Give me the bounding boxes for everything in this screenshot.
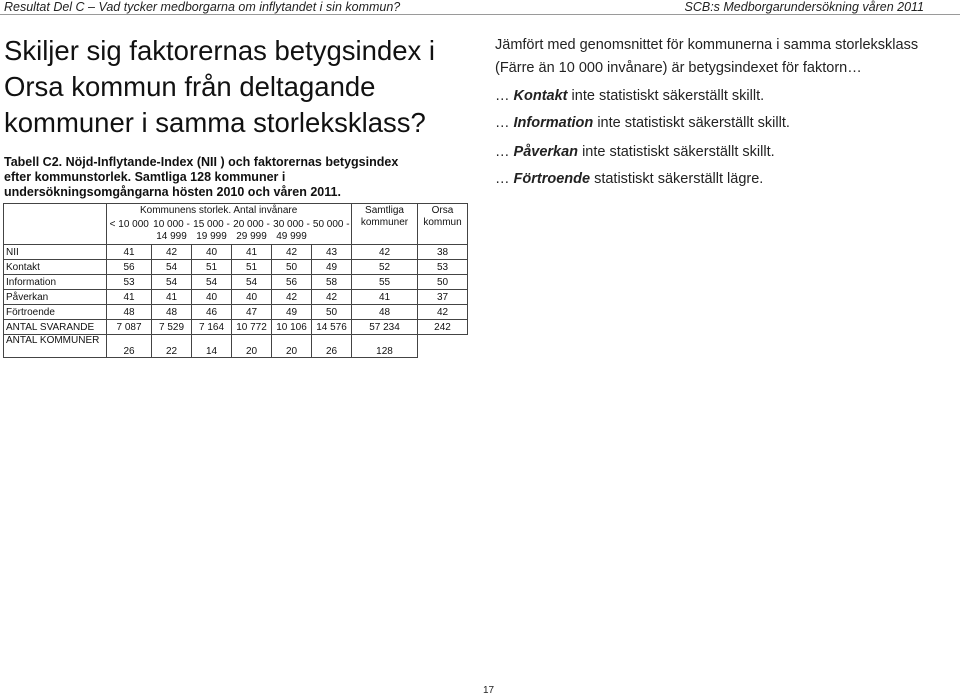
- table-cell: 37: [418, 290, 468, 305]
- table-cell: 41: [107, 290, 152, 305]
- table-cell: 54: [192, 275, 232, 290]
- table-cell: 42: [418, 305, 468, 320]
- table-cell: 41: [352, 290, 418, 305]
- table-cell: 242: [418, 320, 468, 335]
- col-header-3-line1: 15 000 -: [193, 218, 230, 230]
- table-cell: 42: [272, 245, 312, 260]
- col-header-5-line2: 49 999: [276, 230, 307, 242]
- table-cell: 40: [232, 290, 272, 305]
- table-cell: 52: [352, 260, 418, 275]
- finding-item: [495, 171, 763, 187]
- table-cell: 14 576: [312, 320, 352, 335]
- table-row: [4, 245, 468, 260]
- col-header-4-line2: 29 999: [236, 230, 267, 242]
- table-cell: 46: [192, 305, 232, 320]
- size-group-header: Kommunens storlek. Antal invånare: [107, 204, 352, 219]
- finding-prefix: …: [495, 115, 510, 131]
- table-cell: 57 234: [352, 320, 418, 335]
- table-cell: 10 106: [272, 320, 312, 335]
- table-cell: 53: [107, 275, 152, 290]
- table-cell: 47: [232, 305, 272, 320]
- col-header-4: [232, 219, 272, 245]
- table-cell: 50: [418, 275, 468, 290]
- table-row: [4, 275, 468, 290]
- finding-item: [495, 88, 764, 104]
- finding-text: inte statistiskt säkerställt skillt.: [571, 88, 765, 104]
- row-label: Förtroende: [4, 305, 107, 320]
- col-header-3: [192, 219, 232, 245]
- table-cell: 53: [418, 260, 468, 275]
- table-cell: 56: [272, 275, 312, 290]
- table-cell: 58: [312, 275, 352, 290]
- table-caption: Tabell C2. Nöjd-Inflytande-Index (NII ) och faktorernas betygsindex efter kommunstorlek. Samtliga 128 kommuner i undersökningsomgångarna hösten 2010 och våren 2011.: [4, 155, 399, 199]
- table-cell: 50: [272, 260, 312, 275]
- table-cell: 48: [152, 305, 192, 320]
- col-header-2-line2: 14 999: [156, 230, 187, 242]
- table-cell: 22: [152, 335, 192, 358]
- table-row: [4, 260, 468, 275]
- col-header-2-line1: 10 000 -: [153, 218, 190, 230]
- col-header-1: [107, 219, 152, 245]
- table-cell: 14: [192, 335, 232, 358]
- finding-item: [495, 144, 775, 160]
- table-cell: 20: [232, 335, 272, 358]
- table-cell: 26: [107, 335, 152, 358]
- table-cell: 10 772: [232, 320, 272, 335]
- orsa-header-line1: Orsa: [431, 205, 454, 216]
- table-cell: 49: [272, 305, 312, 320]
- finding-prefix: …: [495, 88, 510, 104]
- table-cell: 7 087: [107, 320, 152, 335]
- table-row: [4, 305, 468, 320]
- col-header-5-line1: 30 000 -: [273, 218, 310, 230]
- table-cell: 50: [312, 305, 352, 320]
- table-cell: 51: [192, 260, 232, 275]
- orsa-header: [418, 204, 468, 245]
- table-cell: 26: [312, 335, 352, 358]
- page-title: Skiljer sig faktorernas betygsindex i Orsa kommun från deltagande kommuner i samma storleksklass?: [4, 35, 436, 138]
- orsa-header-line2: kommun: [423, 217, 462, 228]
- table-cell: 7 529: [152, 320, 192, 335]
- col-header-6-line1: 50 000 -: [312, 218, 350, 230]
- header-left-title: Resultat Del C – Vad tycker medborgarna om inflytandet i sin kommun?: [4, 0, 401, 14]
- col-header-1-line1: < 10 000: [109, 218, 149, 230]
- table-cell: 40: [192, 290, 232, 305]
- finding-text: statistiskt säkerställt lägre.: [594, 171, 764, 187]
- table-cell: 38: [418, 245, 468, 260]
- finding-prefix: …: [495, 144, 510, 160]
- header-right-title: SCB:s Medborgarundersökning våren 2011: [684, 0, 924, 14]
- finding-factor: Påverkan: [513, 144, 579, 160]
- header-divider: [0, 14, 960, 15]
- table-cell: 42: [352, 245, 418, 260]
- table-cell: 42: [272, 290, 312, 305]
- col-header-2: [152, 219, 192, 245]
- table-cell: 20: [272, 335, 312, 358]
- samtliga-header: [352, 204, 418, 245]
- col-header-5: [272, 219, 312, 245]
- table-cell: [418, 335, 468, 358]
- index-table: [3, 203, 468, 358]
- table-cell: 54: [152, 260, 192, 275]
- header-corner-cell: [4, 204, 107, 245]
- table-row: [4, 290, 468, 305]
- table-row: [4, 335, 468, 358]
- samtliga-header-line2: kommuner: [360, 217, 409, 228]
- finding-factor: Förtroende: [513, 171, 591, 187]
- row-label: Påverkan: [4, 290, 107, 305]
- finding-text: inte statistiskt säkerställt skillt.: [582, 144, 775, 160]
- table-cell: 54: [152, 275, 192, 290]
- finding-factor: Kontakt: [513, 88, 568, 104]
- row-label: ANTAL SVARANDE: [4, 320, 107, 335]
- table-cell: 7 164: [192, 320, 232, 335]
- table-cell: 51: [232, 260, 272, 275]
- table-cell: 54: [232, 275, 272, 290]
- samtliga-header-line1: Samtliga: [365, 205, 404, 216]
- finding-factor: Information: [513, 115, 594, 131]
- row-label: Information: [4, 275, 107, 290]
- table-cell: 48: [107, 305, 152, 320]
- finding-prefix: …: [495, 171, 510, 187]
- table-cell: 41: [107, 245, 152, 260]
- table-cell: 49: [312, 260, 352, 275]
- table-cell: 48: [352, 305, 418, 320]
- table-cell: 42: [312, 290, 352, 305]
- table-header-row: [4, 204, 468, 219]
- row-label: NII: [4, 245, 107, 260]
- comparison-intro: Jämfört med genomsnittet för kommunerna i samma storleksklass (Färre än 10 000 invånare) är betygsindexet för faktorn…: [495, 37, 919, 76]
- col-header-4-line1: 20 000 -: [233, 218, 270, 230]
- table-cell: 41: [152, 290, 192, 305]
- table-cell: 40: [192, 245, 232, 260]
- col-header-6: [312, 219, 352, 245]
- finding-item: [495, 115, 790, 131]
- table-cell: 43: [312, 245, 352, 260]
- row-label: ANTAL KOMMUNER: [4, 335, 107, 358]
- table-cell: 42: [152, 245, 192, 260]
- page-number: 17: [483, 685, 495, 696]
- finding-text: inte statistiskt säkerställt skillt.: [597, 115, 790, 131]
- col-header-3-line2: 19 999: [196, 230, 227, 242]
- table-cell: 56: [107, 260, 152, 275]
- table-row: [4, 320, 468, 335]
- row-label: Kontakt: [4, 260, 107, 275]
- table-cell: 55: [352, 275, 418, 290]
- table-cell: 128: [352, 335, 418, 358]
- table-cell: 41: [232, 245, 272, 260]
